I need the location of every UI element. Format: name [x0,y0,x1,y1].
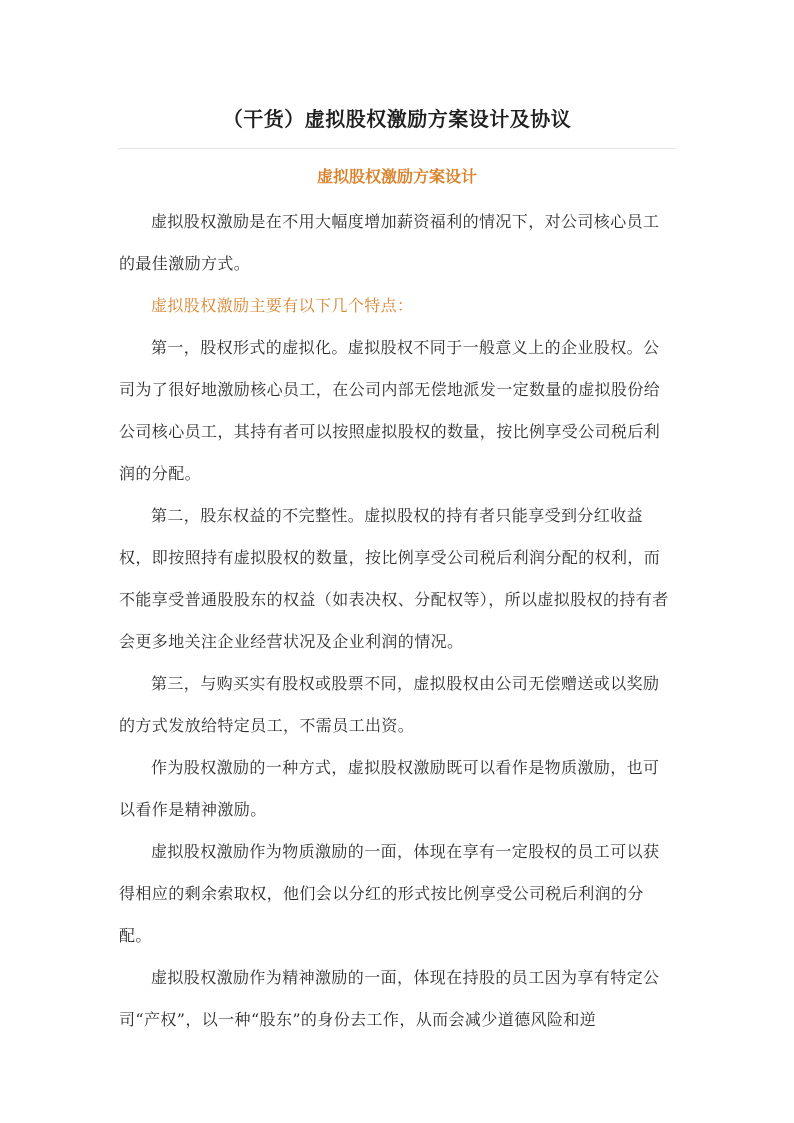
section-subtitle: 虚拟股权激励方案设计 [316,167,477,186]
paragraph-material-incentive: 虚拟股权激励作为物质激励的一面，体现在享有一定股权的员工可以获得相应的剩余索取权，他们会以分红的形式按比例享受公司税后利润的分配。 [119,842,660,945]
paragraph-features-heading: 虚拟股权激励主要有以下几个特点： [151,296,414,315]
paragraph-intro: 虚拟股权激励是在不用大幅度增加薪资福利的情况下，对公司核心员工的最佳激励方式。 [119,212,660,273]
paragraph-spiritual-incentive: 虚拟股权激励作为精神激励的一面，体现在持股的员工因为享有特定公司“产权”，以一种“股东”的身份去工作，从而会减少道德风险和逆 [119,968,660,1029]
title-divider [118,148,676,149]
paragraph-feature-2: 第二，股东权益的不完整性。虚拟股权的持有者只能享受到分红收益权，即按照持有虚拟股权的数量，按比例享受公司税后利润分配的权利，而不能享受普通股股东的权益（如表决权、分配权等），所以虚拟股权的持有者会更多地关注企业经营状况及企业利润的情况。 [119,506,669,651]
document-title: （干货）虚拟股权激励方案设计及协议 [222,107,572,131]
paragraph-feature-1: 第一，股权形式的虚拟化。虚拟股权不同于一般意义上的企业股权。公司为了很好地激励核心员工，在公司内部无偿地派发一定数量的虚拟股份给公司核心员工，其持有者可以按照虚拟股权的数量，按比例享受公司税后利润的分配。 [119,338,661,483]
document-body [119,201,675,1041]
paragraph-feature-3: 第三，与购买实有股权或股票不同，虚拟股权由公司无偿赠送或以奖励的方式发放给特定员工，不需员工出资。 [119,674,660,735]
paragraph-incentive-types: 作为股权激励的一种方式，虚拟股权激励既可以看作是物质激励，也可以看作是精神激励。 [119,758,660,819]
